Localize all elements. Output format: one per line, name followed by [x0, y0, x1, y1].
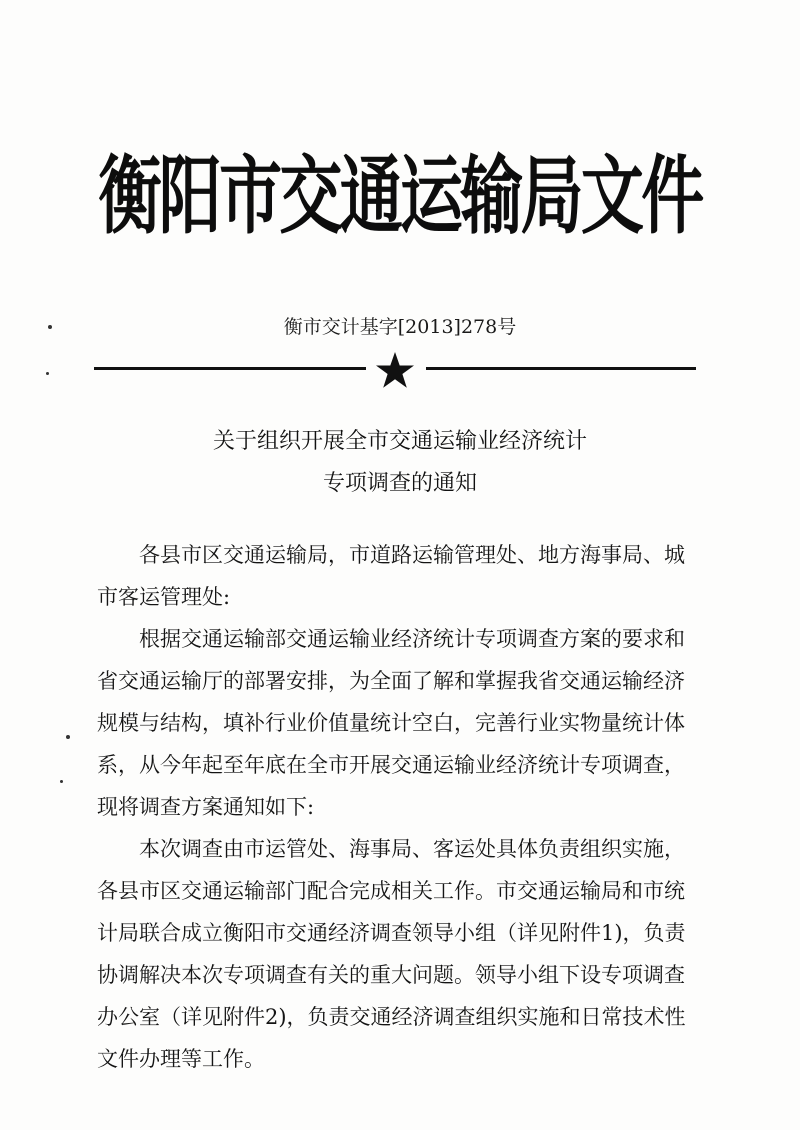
body-line: 现将调查方案通知如下:	[97, 795, 315, 819]
body-line: 规模与结构，填补行业价值量统计空白，完善行业实物量统计体	[97, 711, 685, 735]
body-line: 协调解决本次专项调查有关的重大问题。领导小组下设专项调查	[97, 963, 685, 987]
body-line: 根据交通运输部交通运输业经济统计专项调查方案的要求和	[97, 627, 685, 651]
body-line: 文件办理等工作。	[97, 1047, 265, 1071]
scan-speck	[46, 372, 49, 375]
star-icon	[375, 350, 415, 390]
document-header-title: 衡阳市交通运输局文件	[98, 146, 702, 247]
body-line: 各县市区交通运输局，市道路运输管理处、地方海事局、城	[97, 543, 685, 567]
scan-speck	[48, 325, 52, 329]
body-line: 本次调查由市运管处、海事局、客运处具体负责组织实施，	[97, 837, 685, 861]
notice-title-line-2: 专项调查的通知	[322, 471, 477, 496]
header-rule-left	[94, 367, 366, 370]
scan-speck	[60, 780, 63, 783]
header-rule-right	[426, 367, 696, 370]
body-line: 省交通运输厅的部署安排，为全面了解和掌握我省交通运输经济	[97, 669, 685, 693]
body-line: 各县市区交通运输部门配合完成相关工作。市交通运输局和市统	[97, 879, 685, 903]
document-number: 衡市交计基字[2013]278号	[283, 316, 517, 338]
body-line: 系，从今年起至年底在全市开展交通运输业经济统计专项调查，	[97, 753, 685, 777]
body-line: 市客运管理处:	[97, 585, 231, 609]
scan-speck	[66, 735, 70, 739]
body-line: 计局联合成立衡阳市交通经济调查领导小组（详见附件1)，负责	[97, 921, 686, 945]
notice-title-line-1: 关于组织开展全市交通运输业经济统计	[212, 429, 587, 454]
body-line: 办公室（详见附件2)，负责交通经济调查组织实施和日常技术性	[97, 1005, 686, 1029]
